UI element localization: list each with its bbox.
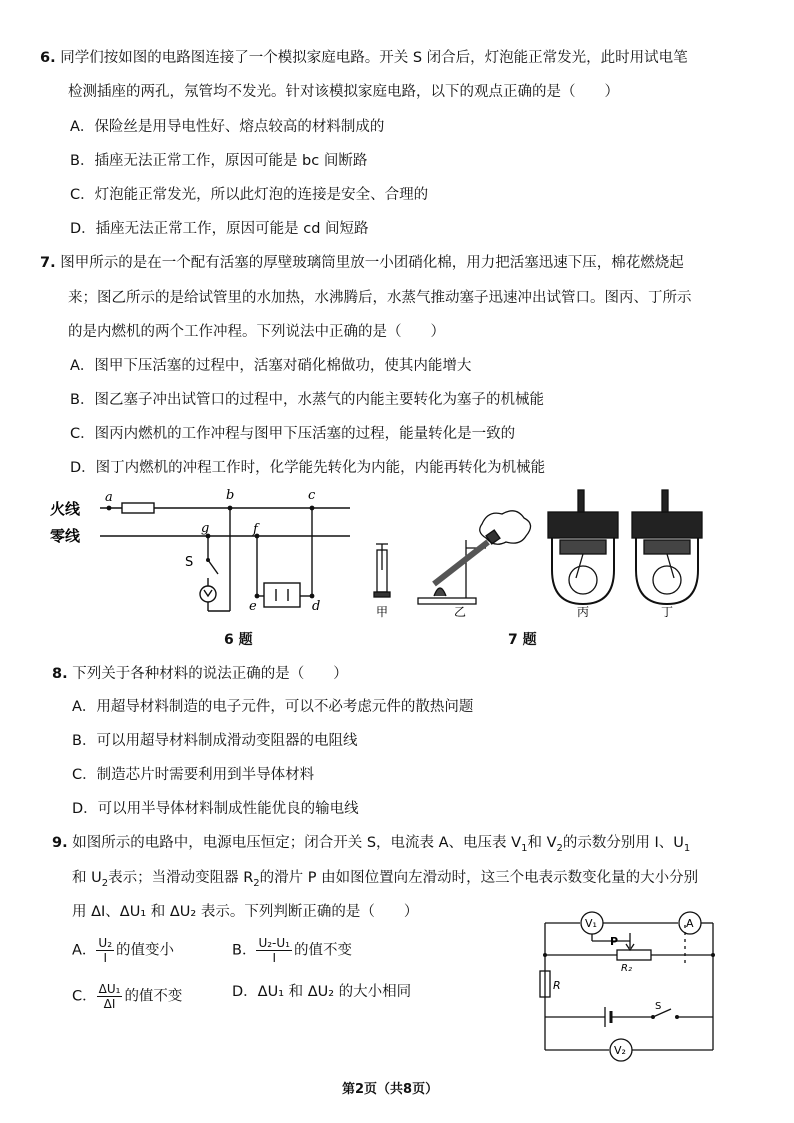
q9-option-a	[72, 936, 174, 965]
q8-option-c: C．制造芯片时需要利用到半导体材料	[72, 767, 315, 783]
q9-stem-2c: 的滑片 P 由如图位置向左滑动时，这三个电表示数变化量的大小分别	[259, 870, 699, 886]
page-footer: 第2页（共8页）	[342, 1082, 439, 1097]
q7-number: 7.	[40, 255, 56, 271]
q6-stem-1: 同学们按如图的电路图连接了一个模拟家庭电路。开关 S 闭合后，灯泡能正常发光，此时用试电笔	[60, 50, 688, 66]
q6-stem-2: 检测插座的两孔，氖管均不发光。针对该模拟家庭电路，以下的观点正确的是（ ）	[68, 84, 619, 100]
point-c-label: c	[308, 488, 316, 503]
q6-number: 6.	[40, 50, 56, 66]
q8-option-b: B．可以用超导材料制成滑动变阻器的电阻线	[72, 733, 358, 749]
q9-line2	[72, 868, 698, 894]
figure-6-caption: 6 题	[224, 632, 253, 648]
point-f-label: f	[253, 522, 258, 537]
figure-7-caption: 7 题	[508, 632, 537, 648]
q9-number: 9.	[52, 835, 68, 851]
q9-option-a-numerator: U₂	[98, 936, 113, 950]
q9-option-d: D．ΔU₁ 和 ΔU₂ 的大小相同	[232, 984, 412, 1000]
q9-stem-1-sub2: 2	[556, 842, 563, 854]
q9-option-b-fraction	[256, 936, 292, 965]
apparatus-yi-label: 乙	[454, 605, 467, 619]
q6-option-a: A．保险丝是用导电性好、熔点较高的材料制成的	[70, 119, 385, 135]
figure-7-apparatus	[370, 460, 700, 620]
resistor-r-label: R	[553, 979, 561, 992]
q9-option-b-suffix: 的值不变	[293, 942, 352, 959]
q9-stem-1a: 如图所示的电路中，电源电压恒定；闭合开关 S，电流表 A、电压表 V	[72, 835, 522, 851]
voltmeter-v2-label: V₂	[614, 1044, 626, 1057]
q6-option-b: B．插座无法正常工作，原因可能是 bc 间断路	[70, 153, 368, 169]
q9-option-a-prefix: A．	[72, 942, 97, 959]
q8-option-d: D．可以用半导体材料制成性能优良的输电线	[72, 801, 359, 817]
q8-number: 8.	[52, 666, 68, 682]
q9-option-b-denominator: I	[272, 951, 276, 965]
q9-stem-1-sub3: 1	[683, 842, 691, 854]
switch-s9-label: S	[655, 1001, 662, 1012]
voltmeter-v1-label: V₁	[585, 917, 597, 930]
q9-option-c-prefix: C．	[72, 988, 97, 1005]
q8-option-a: A．用超导材料制造的电子元件，可以不必考虑元件的散热问题	[72, 699, 474, 715]
q7-option-b: B．图乙塞子冲出试管口的过程中，水蒸气的内能主要转化为塞子的机械能	[70, 392, 544, 408]
q9-stem-2-sub2: 2	[253, 877, 260, 889]
q7-stem-2: 来；图乙所示的是给试管里的水加热，水沸腾后，水蒸气推动塞子迅速冲出试管口。图丙、丁所示	[68, 290, 692, 306]
point-a-label: a	[105, 490, 113, 505]
q8-line1	[52, 664, 348, 684]
rheostat-r2-label: R₂	[621, 963, 632, 974]
neutral-wire-label: 零线	[50, 527, 81, 545]
q9-stem-2a: 和 U	[72, 870, 102, 886]
engine-ding-label: 丁	[661, 605, 674, 619]
q6-option-c: C．灯泡能正常发光，所以此灯泡的连接是安全、合理的	[70, 187, 429, 203]
engine-bing-label: 丙	[577, 605, 590, 619]
figure-6-circuit	[50, 486, 360, 626]
q8-stem: 下列关于各种材料的说法正确的是（ ）	[72, 666, 348, 682]
q9-option-b-numerator: U₂-U₁	[258, 936, 290, 950]
q9-option-c-denominator: ΔI	[103, 997, 116, 1011]
q9-line1	[52, 833, 690, 859]
q9-stem-2b: 表示；当滑动变阻器 R	[108, 870, 254, 886]
q7-option-c: C．图丙内燃机的工作冲程与图甲下压活塞的过程，能量转化是一致的	[70, 426, 516, 442]
q9-option-c	[72, 982, 182, 1011]
q9-stem-2-sub: 2	[101, 877, 109, 889]
switch-s-label: S	[185, 555, 194, 570]
q9-option-a-denominator: I	[103, 951, 107, 965]
q9-option-b-prefix: B．	[232, 942, 257, 959]
q7-option-a: A．图甲下压活塞的过程中，活塞对硝化棉做功，使其内能增大	[70, 358, 472, 374]
q9-option-a-fraction	[96, 936, 114, 965]
q9-option-c-fraction	[97, 982, 123, 1011]
q9-stem-1b: 和 V	[527, 835, 557, 851]
point-g-label: g	[201, 521, 210, 536]
q9-option-c-numerator: ΔU₁	[98, 982, 121, 996]
point-d-label: d	[312, 599, 321, 614]
q9-option-c-suffix: 的值不变	[124, 988, 183, 1005]
point-e-label: e	[249, 599, 257, 614]
q9-option-b	[232, 936, 352, 965]
q7-stem-1: 图甲所示的是在一个配有活塞的厚壁玻璃筒里放一小团硝化棉，用力把活塞迅速下压，棉花燃烧起	[60, 255, 684, 271]
q9-option-a-suffix: 的值变小	[116, 942, 175, 959]
figure-9-circuit	[535, 905, 725, 1065]
q9-stem-1-sub1: 1	[521, 842, 528, 854]
q9-stem-3: 用 ΔI、ΔU₁ 和 ΔU₂ 表示。下列判断正确的是（ ）	[72, 904, 419, 920]
q7-option-d: D．图丁内燃机的冲程工作时，化学能先转化为内能，内能再转化为机械能	[70, 460, 546, 476]
q7-stem-3: 的是内燃机的两个工作冲程。下列说法中正确的是（ ）	[68, 324, 445, 340]
live-wire-label: 火线	[50, 500, 81, 518]
point-b-label: b	[226, 488, 235, 503]
q6-option-d: D．插座无法正常工作，原因可能是 cd 间短路	[70, 221, 369, 237]
slider-p-label: P	[610, 935, 619, 948]
apparatus-jia-label: 甲	[376, 605, 389, 619]
q9-stem-1c: 的示数分别用 I、U	[562, 835, 684, 851]
q7-line1	[40, 253, 684, 273]
q6-line1	[40, 48, 688, 68]
ammeter-a-label: A	[686, 917, 694, 930]
